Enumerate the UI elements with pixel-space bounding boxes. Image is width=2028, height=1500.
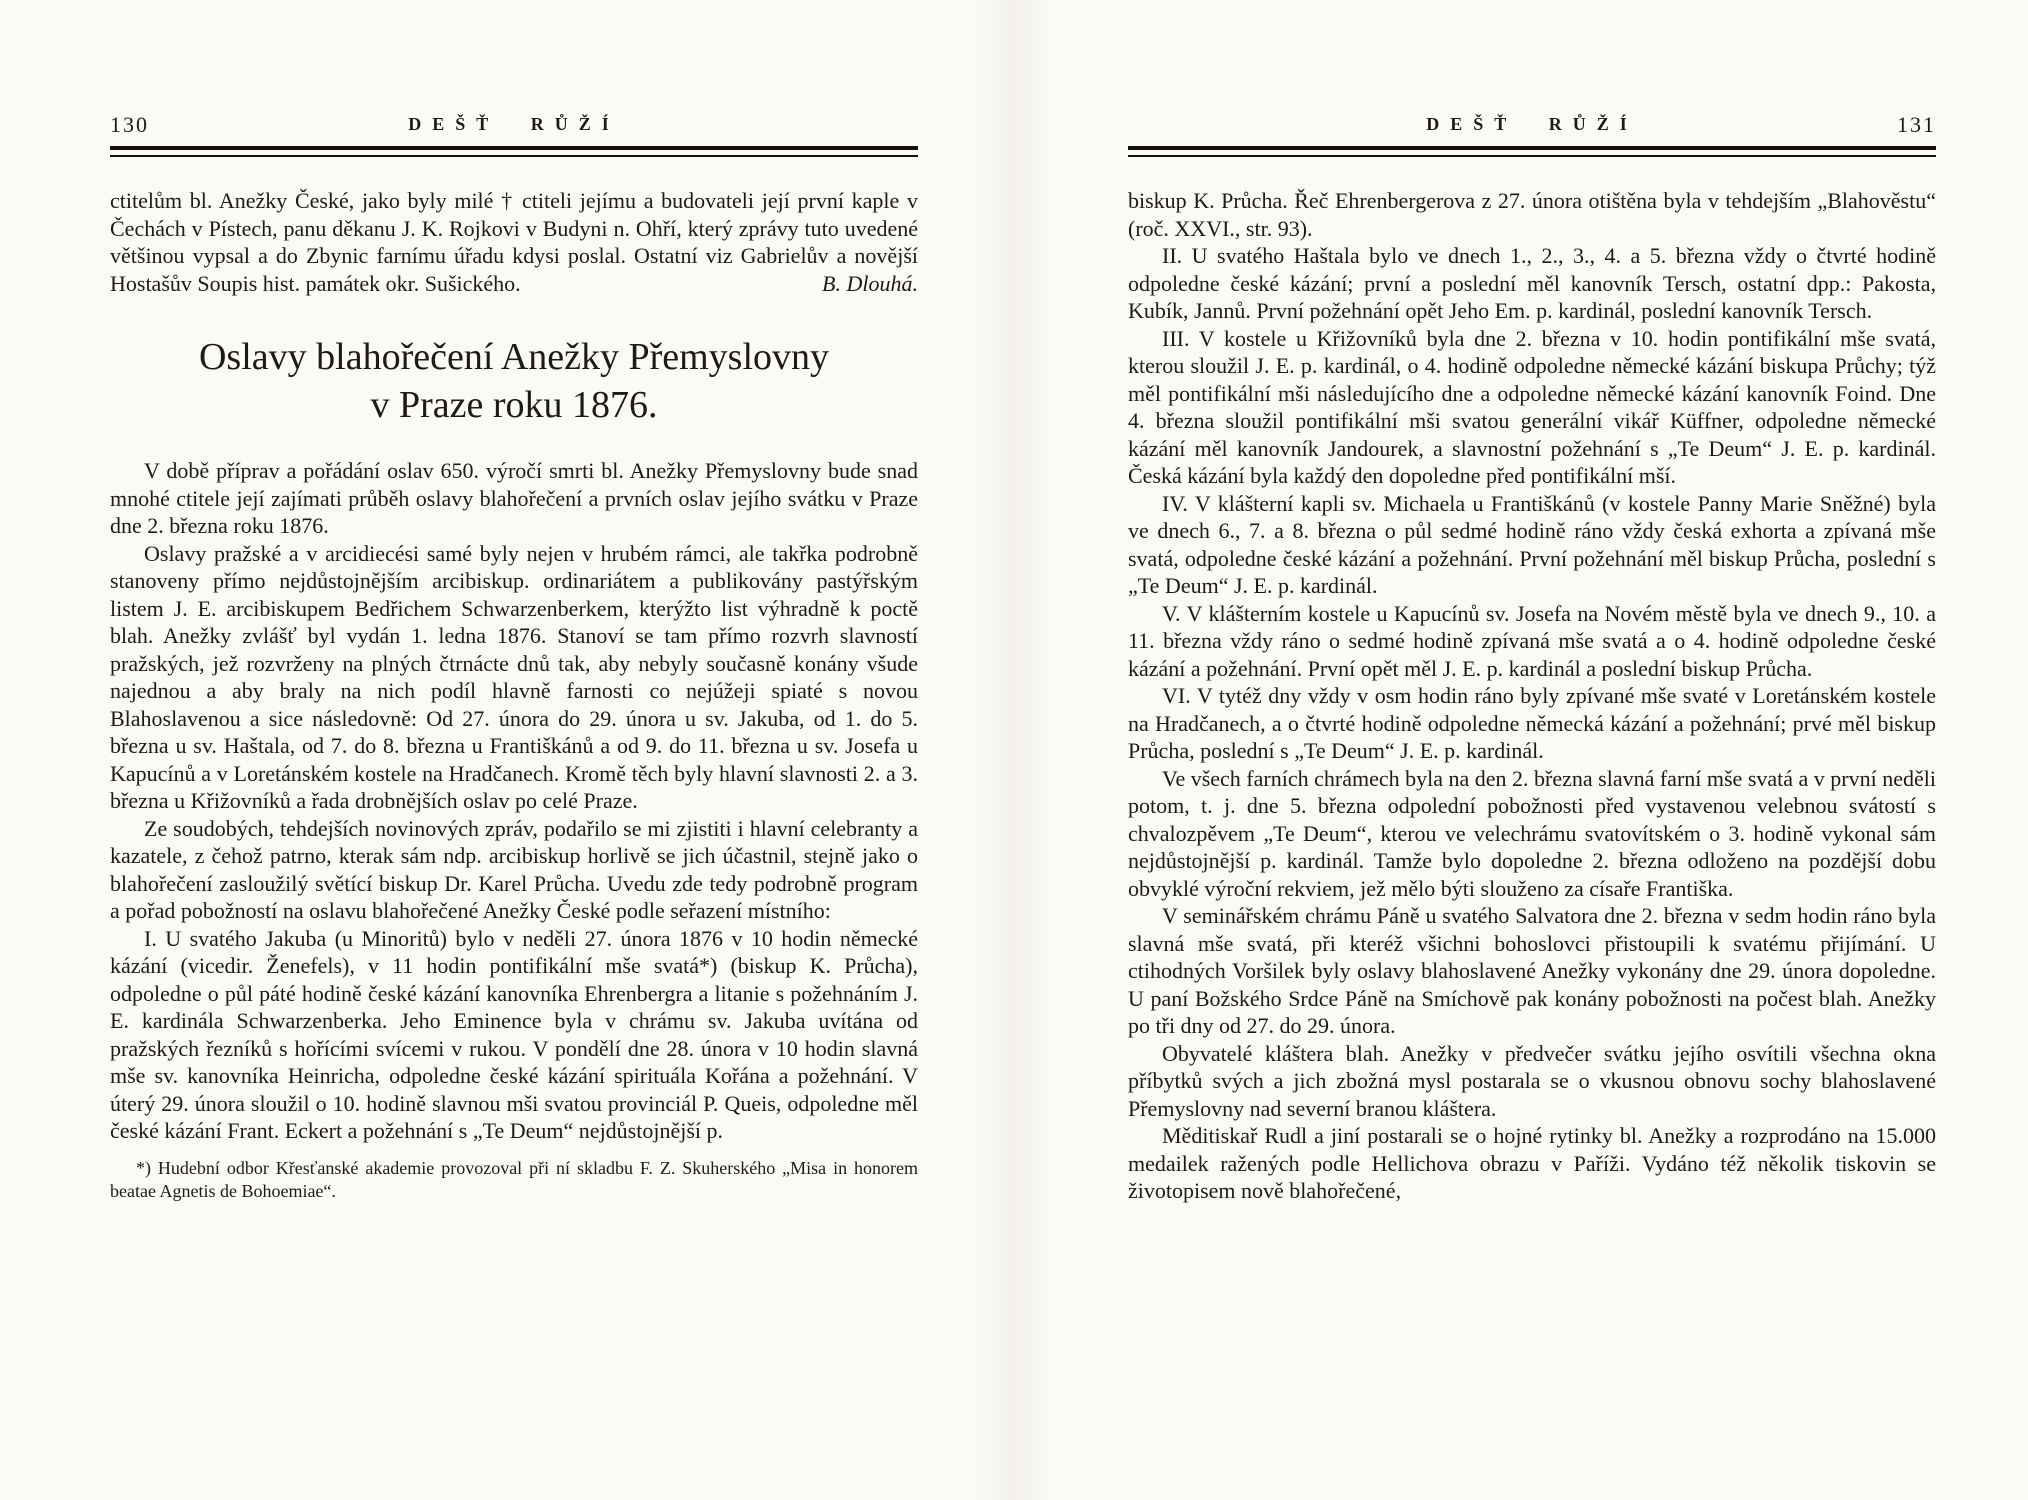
- paragraph: biskup K. Průcha. Řeč Ehrenbergerova z 27. února otištěna byla v tehdejším „Blahověstu“ (roč. XXVI., str. 93).: [1128, 188, 1936, 241]
- paragraph: V seminářském chrámu Páně u svatého Salvatora dne 2. března v sedm hodin ráno byla slavná mše svatá, při kteréž všichni bohoslovci přistoupili k svatému přijímání. U ctihodných Voršilek byly oslavy blahoslavené Anežky vykonány dne 29. února dopoledne. U paní Božského Srdce Páně na Smíchově pak konány pobožnosti na počest blah. Anežky po tři dny od 27. do 29. února.: [1128, 903, 1936, 1038]
- footnote: *) Hudební odbor Křesťanské akademie provozoval při ní skladbu F. Z. Skuherského „Misa in honorem beatae Agnetis de Bohoemiae“.: [110, 1157, 918, 1201]
- paragraph: Obyvatelé kláštera blah. Anežky v předvečer svátku jejího osvítili všechna okna příbytků svých a jich zbožná mysl postarala se o vkusnou obnovu sochy blahoslavené Přemyslovny nad severní branou kláštera.: [1128, 1040, 1936, 1121]
- article-title-line1: Oslavy blahořečení Anežky Přemyslovny: [198, 336, 830, 378]
- paragraph: III. V kostele u Křižovníků byla dne 2. března v 10. hodin pontifikální mše svatá, kterou sloužil J. E. p. kardinál, o 4. hodině odpoledne německé kázání biskupa Průchy; týž měl pontifikální mši následujícího dne a odpoledne německé kázání kanovník Foind. Dne 4. března sloužil pontifikální mši svatou generální vikář Küffner, odpoledne německé kázání měl kanovník Jandourek, a slavnostní požehnání s „Te Deum“ J. E. p. kardinál. Česká kázání byla každý den dopoledne před pontifikální mší.: [1128, 325, 1936, 488]
- running-head-title: DEŠŤ RŮŽÍ: [408, 114, 620, 134]
- article-title: [110, 333, 918, 429]
- paragraph-text: ctitelům bl. Anežky České, jako byly milé † ctiteli jejímu a budovateli její první kaple v Čechách v Pístech, panu děkanu J. K. Rojkovi v Budyni n. Ohří, který zprávy tuto uvedené většinou vypsal a do Zbynic farnímu úřadu kdysi poslal. Ostatní viz Gabrielův a novější Hostašův Soupis hist. památek okr. Sušického.: [110, 188, 918, 296]
- page-number: 131: [1897, 112, 1936, 137]
- running-head-title: DEŠŤ RŮŽÍ: [1426, 114, 1638, 134]
- paragraph: Ze soudobých, tehdejších novinových zpráv, podařilo se mi zjistiti i hlavní celebranty a kazatele, z čehož patrno, kterak sám ndp. arcibiskup horlivě se jich účastnil, stejně jako o blahořečení zasloužilý světící biskup Dr. Karel Průcha. Uvedu zde tedy podrobně program a pořad pobožností na oslavu blahořečené Anežky České podle seřazení místního:: [110, 815, 918, 923]
- paragraph: VI. V tytéž dny vždy v osm hodin ráno byly zpívané mše svaté v Loretánském kostele na Hradčanech, a o čtvrté hodině odpoledne německá kázání a požehnání; prvé měl biskup Průcha, poslední s „Te Deum“ J. E. p. kardinál.: [1128, 683, 1936, 763]
- page-number: 130: [110, 112, 149, 137]
- paragraph: Oslavy pražské a v arcidiecési samé byly nejen v hrubém rámci, ale takřka podrobně stanoveny přímo nejdůstojnějším arcibiskup. ordinariátem a publikovány pastýřským listem J. E. arcibiskupem Bedřichem Schwarzenberkem, kterýžto list výhradně k poctě blah. Anežky zvlášť byl vydán 1. ledna 1876. Stanoví se tam přímo rozvrh slavností pražských, jež rozvrženy na plných čtrnácte dnů tak, aby nebyly současně konány všude najednou a aby braly na nich podíl hlavně farnosti co nejúžeji spiaté s novou Blahoslavenou a sice následovně: Od 27. února do 29. února u sv. Jakuba, od 1. do 5. března u sv. Haštala, od 7. do 8. března u Františkánů a od 9. do 11. března u sv. Josefa u Kapucínů a v Loretánském kostele na Hradčanech. Kromě těch byly hlavní slavnosti 2. a 3. března u Křižovníků a řada drobnějších oslav po celé Praze.: [110, 540, 918, 813]
- paragraph: Ve všech farních chrámech byla na den 2. března slavná farní mše svatá a v první neděli potom, t. j. dne 5. března odpolední pobožnosti před vystavenou velebnou svátostí s chvalozpěvem „Te Deum“, kterou ve velechrámu svatovítském o 3. hodině vykonal sám nejdůstojnější p. kardinál. Tamže bylo dopoledne 2. března odloženo na pozdější dobu obvyklé výroční rekviem, jež mělo býti slouženo za císaře Františka.: [1128, 765, 1936, 901]
- paragraph: II. U svatého Haštala bylo ve dnech 1., 2., 3., 4. a 5. března vždy o čtvrté hodině odpoledne české kázání; první a poslední měl kanovník Tersch, ostatní dpp.: Pakosta, Kubík, Jannů. První požehnání opět Jeho Em. p. kardinál, poslední kanovník Tersch.: [1128, 243, 1936, 323]
- author-signature: B. Dlouhá.: [822, 270, 918, 296]
- paragraph: Měditiskař Rudl a jiní postarali se o hojné rytinky bl. Anežky a rozprodáno na 15.000 medailek ražených podle Hellichova obrazu v Paříži. Vydáno též několik tiskovin se životopisem nově blahořečené,: [1128, 1123, 1936, 1203]
- running-head: [110, 110, 918, 140]
- page-131: [1014, 0, 2028, 1500]
- article-title-line2: v Praze roku 1876.: [370, 384, 658, 426]
- paragraph: I. U svatého Jakuba (u Minoritů) bylo v neděli 27. února 1876 v 10 hodin německé kázání (vicedir. Ženefels), v 11 hodin pontifikální mše svatá*) (biskup K. Průcha), odpoledne o půl páté hodině české kázání kanovníka Ehrenbergra a litanie s požehnáním J. E. kardinála Schwarzenberka. Jeho Eminence byla v chrámu sv. Jakuba uvítána od pražských řezníků s hořícími svícemi v rukou. V pondělí dne 28. února v 10 hodin slavná mše sv. kanovníka Heinricha, odpoledne české kázání spirituála Kořána a požehnání. V úterý 29. února sloužil o 10. hodině slavnou mši svatou provinciál P. Queis, odpoledne měl české kázání Frant. Eckert a požehnání s „Te Deum“ nejdůstojnější p.: [110, 925, 918, 1143]
- paragraph: IV. V klášterní kapli sv. Michaela u Františkánů (v kostele Panny Marie Sněžné) byla ve dnech 6., 7. a 8. března o půl sedmé hodině ráno vždy česká exhorta a zpívaná mše svatá, odpoledne české kázání a požehnání. První požehnání měl biskup Průcha, poslední s „Te Deum“ J. E. p. kardinál.: [1128, 490, 1936, 598]
- header-rule: [110, 146, 918, 157]
- running-head: [1128, 110, 1936, 140]
- paragraph: [110, 187, 918, 297]
- header-rule: [1128, 146, 1936, 157]
- paragraph: V. V klášterním kostele u Kapucínů sv. Josefa na Novém městě byla ve dnech 9., 10. a 11. března vždy ráno o sedmé hodině zpívaná mše svatá a o 4. hodině odpoledne české kázání a požehnání. První opět měl J. E. p. kardinál a poslední biskup Průcha.: [1128, 600, 1936, 681]
- paragraph: V době příprav a pořádání oslav 650. výročí smrti bl. Anežky Přemyslovny bude snad mnohé ctitele její zajímati průběh oslavy blahořečení a prvních oslav jejího svátku v Praze dne 2. března roku 1876.: [110, 458, 918, 538]
